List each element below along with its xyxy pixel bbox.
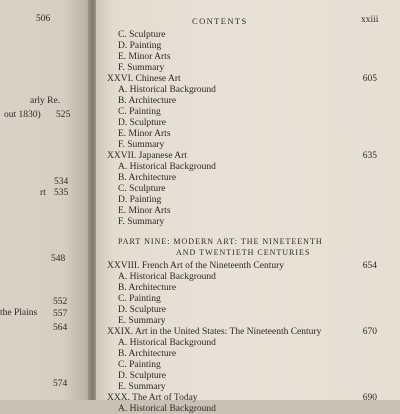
chapter-title: XXVIII. French Art of the Nineteenth Century — [107, 261, 285, 271]
section-entry: D. Sculpture — [118, 305, 167, 315]
section-entry: E. Summary — [118, 382, 166, 392]
section-entry: C. Sculpture — [118, 184, 166, 194]
part-heading: AND TWENTIETH CENTURIES — [176, 248, 311, 257]
section-entry: E. Summary — [118, 316, 166, 326]
section-entry: D. Sculpture — [118, 118, 167, 128]
left-page-fragment: 564 — [53, 323, 68, 333]
section-entry: A. Historical Background — [118, 272, 216, 282]
section-entry: A. Historical Background — [118, 162, 216, 172]
section-entry: A. Historical Background — [118, 404, 216, 414]
part-heading: PART NINE: MODERN ART: THE NINETEENTH — [118, 237, 323, 246]
section-entry: B. Architecture — [118, 173, 177, 183]
left-page-fragment: 506 — [36, 14, 51, 24]
section-entry: B. Architecture — [118, 349, 177, 359]
left-page-fragment: rt — [40, 188, 46, 198]
chapter-title: XXIX. Art in the United States: The Nineteenth Century — [107, 327, 322, 337]
section-entry: C. Sculpture — [118, 30, 166, 40]
section-entry: B. Architecture — [118, 96, 177, 106]
page-number: 605 — [362, 74, 377, 84]
page-number: 690 — [362, 393, 377, 403]
section-entry: E. Minor Arts — [118, 52, 171, 62]
section-entry: C. Painting — [118, 107, 161, 117]
left-page-fragment: arly Re. — [30, 96, 61, 106]
running-head: CONTENTS — [192, 16, 248, 26]
chapter-title: XXX. The Art of Today — [107, 393, 198, 403]
left-page-fragment: the Plains — [0, 308, 38, 318]
section-entry: D. Sculpture — [118, 371, 167, 381]
section-entry: F. Summary — [118, 63, 165, 73]
page-number: 635 — [362, 151, 377, 161]
left-page-fragment: 525 — [56, 110, 71, 120]
left-page — [0, 0, 92, 400]
left-page-fragment: 557 — [53, 309, 68, 319]
section-entry: A. Historical Background — [118, 85, 216, 95]
left-page-fragment: 552 — [53, 297, 68, 307]
section-entry: D. Painting — [118, 41, 162, 51]
section-entry: D. Painting — [118, 195, 162, 205]
section-entry: F. Summary — [118, 217, 165, 227]
folio: xxiii — [361, 15, 379, 25]
left-page-fragment: 574 — [53, 379, 68, 389]
section-entry: E. Minor Arts — [118, 129, 171, 139]
page-number: 654 — [362, 261, 377, 271]
section-entry: C. Painting — [118, 360, 161, 370]
section-entry: C. Painting — [118, 294, 161, 304]
section-entry: B. Architecture — [118, 283, 177, 293]
section-entry: E. Minor Arts — [118, 206, 171, 216]
section-entry: F. Summary — [118, 140, 165, 150]
page-number: 670 — [362, 327, 377, 337]
left-page-fragment: out 1830) — [4, 110, 41, 120]
chapter-title: XXVII. Japanese Art — [107, 151, 187, 161]
left-page-fragment: 535 — [54, 188, 69, 198]
left-page-fragment: 534 — [54, 177, 69, 187]
section-entry: A. Historical Background — [118, 338, 216, 348]
left-page-fragment: 548 — [51, 254, 66, 264]
chapter-title: XXVI. Chinese Art — [107, 74, 181, 84]
